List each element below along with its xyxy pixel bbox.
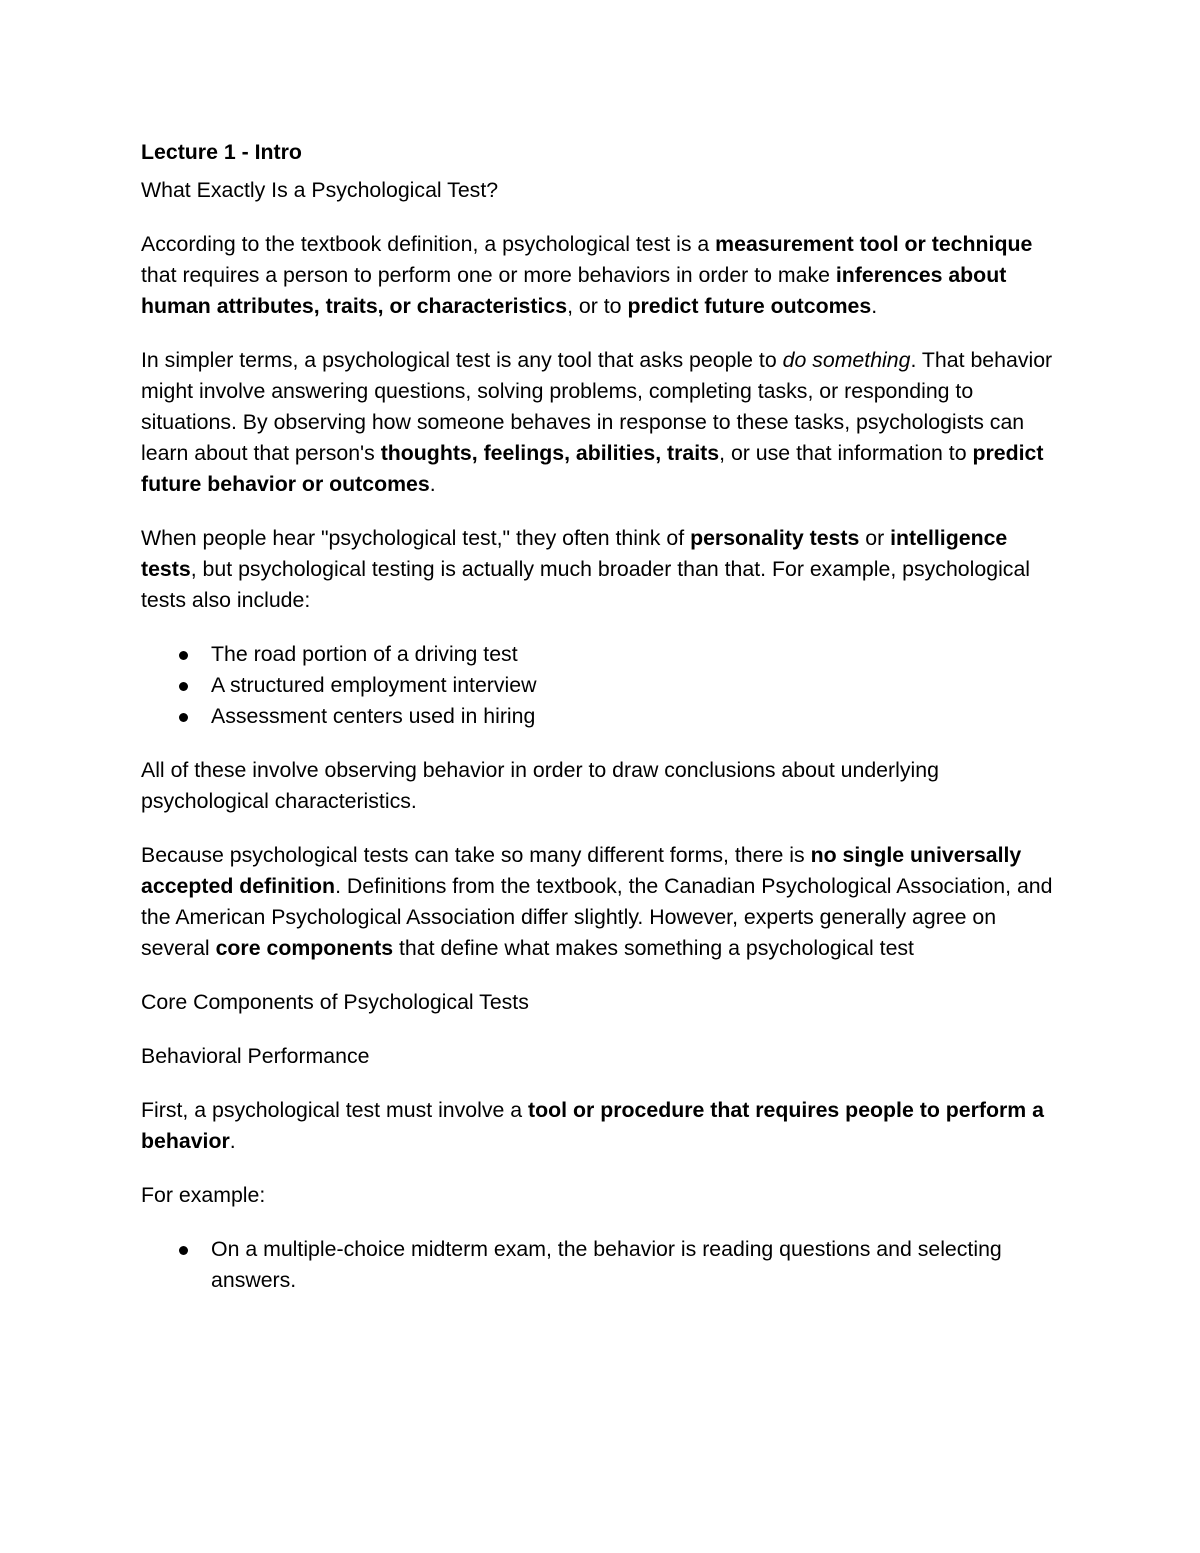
text-run: .	[429, 472, 436, 496]
list-item	[141, 701, 1066, 732]
bold-text: predict future behavior or outcomes	[141, 441, 1044, 496]
bold-text: personality tests	[690, 526, 860, 550]
examples-list	[141, 639, 1066, 732]
paragraph-for-example: For example:	[141, 1183, 266, 1207]
section-heading-core-components: Core Components of Psychological Tests	[141, 990, 529, 1014]
behavior-examples-list	[141, 1234, 1066, 1296]
list-item	[141, 670, 1066, 701]
text-run: When people hear "psychological test," they often think of	[141, 526, 691, 550]
paragraph-no-single-definition	[141, 840, 1066, 964]
paragraph-simpler-terms	[141, 345, 1066, 500]
bold-text: inferences about human attributes, traits, or characteristics	[141, 263, 1007, 318]
paragraph-broader	[141, 523, 1066, 616]
text-run: According to the textbook definition, a psychological test is a	[141, 232, 716, 256]
bullet-icon	[179, 651, 188, 660]
document-page	[141, 137, 1066, 1319]
paragraph-definition	[141, 229, 1066, 322]
text-run: . That behavior might involve answering questions, solving problems, completing tasks, or responding to situations. By observing how someone behaves in response to these tasks, psychologists can learn about that person's	[141, 348, 1053, 465]
bold-text: core components	[215, 936, 394, 960]
paragraph-first	[141, 1095, 1066, 1157]
text-run: .	[229, 1129, 236, 1153]
text-run: , or to	[567, 294, 628, 318]
document-title: Lecture 1 - Intro	[141, 140, 302, 164]
bold-text: no single universally accepted definition	[141, 843, 1022, 898]
text-run: , or use that information to	[719, 441, 973, 465]
text-run: First, a psychological test must involve a	[141, 1098, 529, 1122]
section-heading-behavioral-performance: Behavioral Performance	[141, 1044, 370, 1068]
italic-text: do something	[782, 348, 911, 372]
bold-text: measurement tool or technique	[715, 232, 1033, 256]
document-subtitle: What Exactly Is a Psychological Test?	[141, 178, 499, 202]
text-run: . Definitions from the textbook, the Canadian Psychological Association, and the American Psychological Association differ slightly. However, experts generally agree on several	[141, 874, 1053, 960]
bold-text: predict future outcomes	[627, 294, 872, 318]
list-item-text: The road portion of a driving test	[211, 642, 518, 666]
text-run: that requires a person to perform one or more behaviors in order to make	[141, 263, 836, 287]
text-run: .	[871, 294, 878, 318]
text-run: In simpler terms, a psychological test is any tool that asks people to	[141, 348, 783, 372]
bullet-icon	[179, 1246, 188, 1255]
bold-text: intelligence tests	[141, 526, 1008, 581]
bullet-icon	[179, 682, 188, 691]
bold-text: tool or procedure that requires people to perform a behavior	[141, 1098, 1044, 1153]
bold-text: thoughts, feelings, abilities, traits	[380, 441, 720, 465]
paragraph-all-of-these: All of these involve observing behavior in order to draw conclusions about underlying psychological characteristics.	[141, 758, 939, 813]
bullet-icon	[179, 713, 188, 722]
list-item-text: A structured employment interview	[211, 673, 537, 697]
list-item	[141, 1234, 1066, 1296]
list-item-text: Assessment centers used in hiring	[211, 704, 536, 728]
text-run: or	[859, 526, 891, 550]
list-item	[141, 639, 1066, 670]
text-run: Because psychological tests can take so many different forms, there is	[141, 843, 811, 867]
text-run: , but psychological testing is actually much broader than that. For example, psychological tests also include:	[141, 557, 1031, 612]
list-item-text: On a multiple-choice midterm exam, the behavior is reading questions and selecting answers.	[211, 1237, 1002, 1292]
text-run: that define what makes something a psychological test	[393, 936, 914, 960]
